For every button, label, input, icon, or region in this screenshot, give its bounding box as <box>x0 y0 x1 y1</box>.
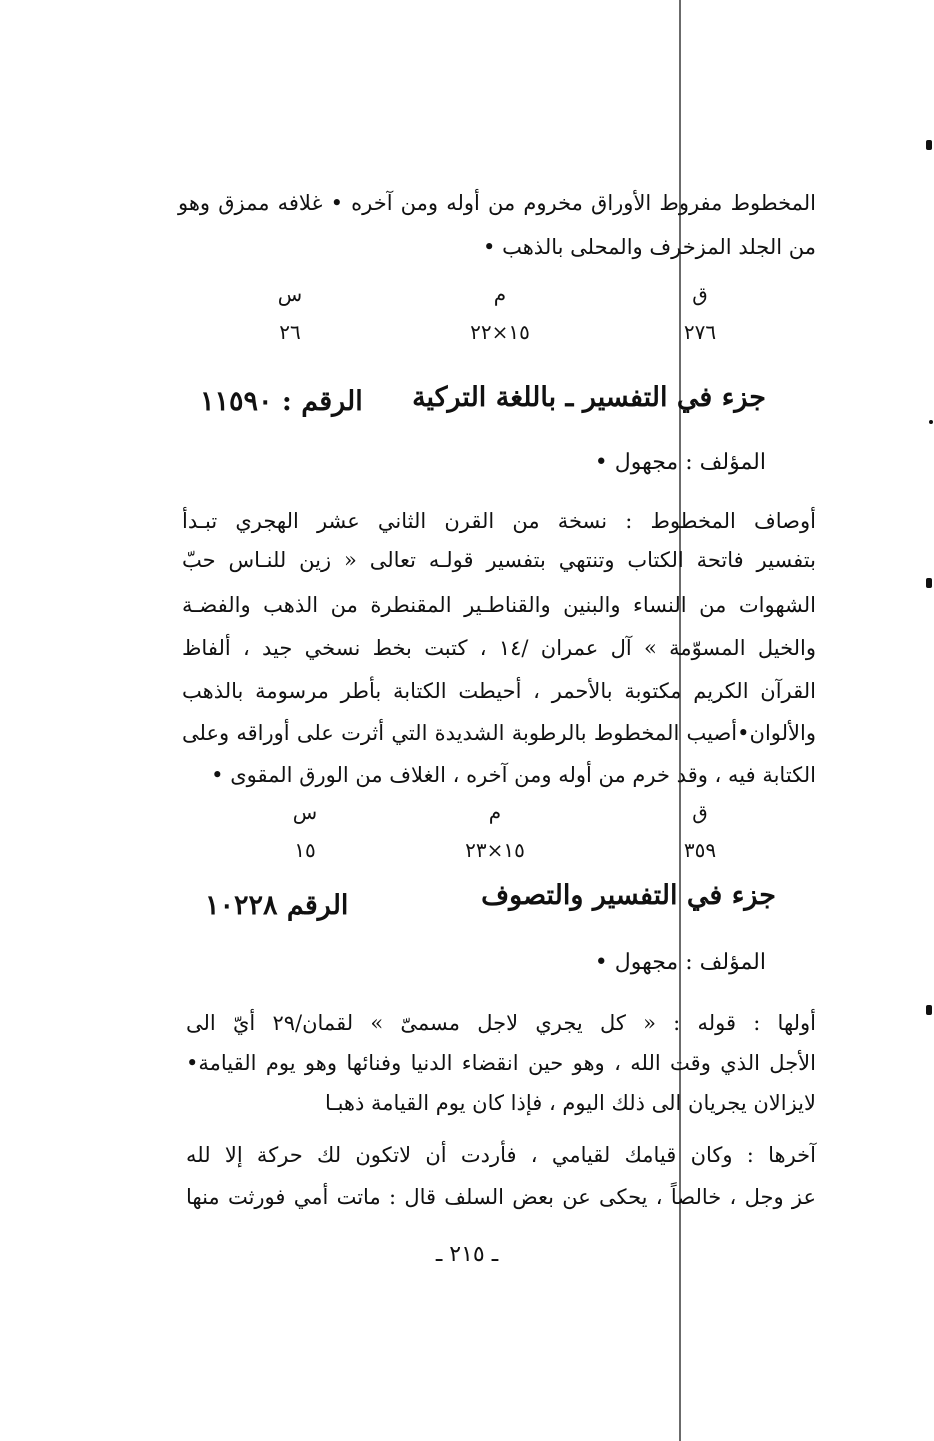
opening-line: لايزالان يجريان الى ذلك اليوم ، فإذا كان يوم القيامة ذهبـا <box>325 1091 816 1115</box>
entry-author: المؤلف : مجهول • <box>594 950 766 975</box>
closing-line: عز وجل ، خالصاً ، يحكى عن بعض السلف قال : ماتت أمي فورثت منها <box>186 1185 816 1209</box>
margin-mark <box>926 140 932 150</box>
dimensions-labels <box>230 800 750 828</box>
dims-label-s: س <box>277 282 303 306</box>
entry-number: الرقم ١٠٢٢٨ <box>205 890 349 921</box>
description-line: بتفسير فاتحة الكتاب وتنتهي بتفسير قولـه تعالى « زين للنـاس حبّ <box>182 548 816 572</box>
description-line: أوصاف المخطوط : نسخة من القرن الثاني عشر الهجري تبـدأ <box>182 509 816 533</box>
opening-line: الأجل الذي وقت الله ، وهو حين انقضاء الدنيا وفنائها وهو يوم القيامة• <box>186 1051 816 1075</box>
margin-mark <box>926 1005 932 1015</box>
dims-label-m: م <box>488 800 502 824</box>
dims-value-q: ٢٧٦ <box>683 320 717 344</box>
dims-value-s: ١٥ <box>294 838 316 862</box>
opening-line: أولها : قوله : « كل يجري لاجل مسمىّ » لقمان/٢٩ أيّ الى <box>186 1011 817 1035</box>
dims-label-q: ق <box>692 282 708 306</box>
dimensions-labels <box>230 282 750 310</box>
dims-value-m: ١٥×٢٣ <box>465 838 525 862</box>
description-line: الكتابة فيه ، وقد خرم من أوله ومن آخره ، الغلاف من الورق المقوى • <box>211 763 816 787</box>
description-line: والألوان•أصيب المخطوط بالرطوبة الشديدة التي أثرت على أوراقه وعلى <box>182 721 816 745</box>
intro-line: من الجلد المزخرف والمحلى بالذهب • <box>483 235 816 259</box>
entry-title: جزء في التفسير والتصوف <box>481 880 776 911</box>
dims-label-q: ق <box>692 800 708 824</box>
description-line: القرآن الكريم مكتوبة بالأحمر ، أحيطت الكتابة بأطر مرسومة بالذهب <box>182 679 816 703</box>
dimensions-values <box>230 838 750 866</box>
description-line: الشهوات من النساء والبنين والقناطـير المقنطرة من الذهب والفضـة <box>182 593 816 617</box>
dims-label-s: س <box>292 800 318 824</box>
entry-number: الرقم : ١١٥٩٠ <box>200 386 363 417</box>
entry-author: المؤلف : مجهول • <box>594 450 766 475</box>
dims-label-m: م <box>493 282 507 306</box>
intro-line: المخطوط مفروط الأوراق مخروم من أوله ومن آخره • غلافه ممزق وهو <box>178 191 816 215</box>
dims-value-m: ١٥×٢٢ <box>470 320 530 344</box>
dimensions-values <box>230 320 750 348</box>
margin-mark <box>929 420 933 424</box>
margin-mark <box>926 578 932 588</box>
dims-value-q: ٣٥٩ <box>683 838 717 862</box>
description-line: والخيل المسوّمة » آل عمران /١٤ ، كتبت بخط نسخي جيد ، ألفاظ <box>182 636 816 660</box>
entry-title: جزء في التفسير ـ باللغة التركية <box>412 382 766 413</box>
dims-value-s: ٢٦ <box>279 320 301 344</box>
page-number: ـ ٢١٥ ـ <box>435 1242 499 1267</box>
closing-line: آخرها : وكان قيامك لقيامي ، فأردت أن لاتكون لك حركة إلا لله <box>186 1143 816 1167</box>
